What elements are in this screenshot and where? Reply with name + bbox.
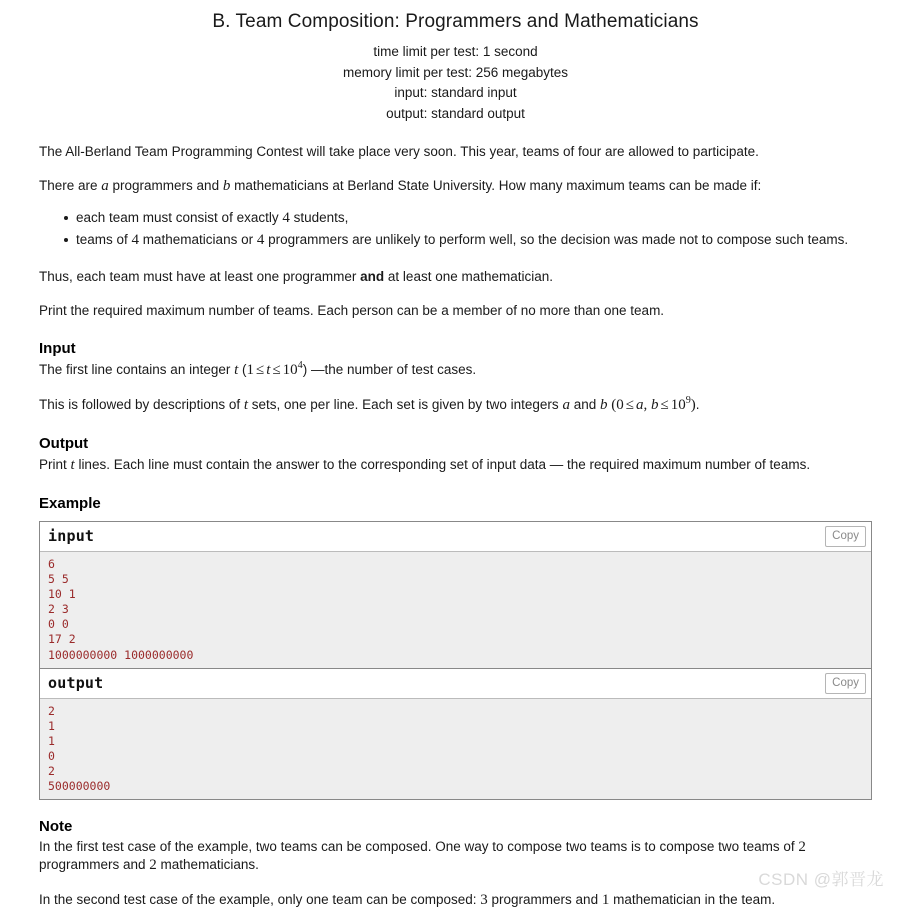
statement-p2-text-1: There are <box>39 178 102 193</box>
input-paragraph-1 <box>39 358 872 379</box>
watermark: CSDN @郭晋龙 <box>758 870 884 889</box>
note-paragraph-1 <box>39 835 872 874</box>
math-var-a: a <box>562 397 570 413</box>
bullet1-text-1: each team must consist of exactly <box>76 210 283 225</box>
math-var-t: t <box>243 397 249 413</box>
sample-input-box <box>39 521 872 668</box>
statement-p3-text-1: Thus, each team must have at least one programmer <box>39 269 361 284</box>
statement-paragraph-3 <box>39 251 872 285</box>
example-section-title: Example <box>39 495 101 512</box>
input-p1-text-2: ) —the number of test cases. <box>302 362 477 377</box>
formula-le: ≤ <box>272 362 281 378</box>
formula-base: 10 <box>670 397 686 413</box>
note-p1-text-3: mathematicians. <box>156 857 259 873</box>
statement-p3-text-2: at least one mathematician. <box>384 269 554 284</box>
sample-input-label: input <box>48 527 95 545</box>
time-limit: time limit per test: 1 second <box>373 44 538 59</box>
input-p2-text-1: This is followed by descriptions of <box>39 397 244 412</box>
formula-open-paren: ( <box>611 397 617 413</box>
math-num-three: 3 <box>480 892 488 909</box>
input-spec: input: standard input <box>394 85 517 100</box>
formula-n1: 1 <box>246 362 255 378</box>
statement-paragraph-1: The All-Berland Team Programming Contest will take place very soon. This year, teams of four are allowed to participate. <box>39 144 759 159</box>
math-formula-t-range <box>247 362 303 378</box>
math-num-four: 4 <box>256 232 265 248</box>
formula-exponent: 9 <box>685 395 691 406</box>
note-p2-text-2: programmers and <box>487 892 602 908</box>
output-spec: output: standard output <box>386 105 525 121</box>
bullet2-text-2: mathematicians or <box>139 232 257 247</box>
math-num-four: 4 <box>282 210 290 226</box>
formula-le: ≤ <box>625 397 634 413</box>
statement-paragraph-2 <box>39 160 872 195</box>
sample-output-header <box>40 669 871 699</box>
bullet2-text-3: programmers are unlikely to perform well, so the decision was made not to compose such teams. <box>264 232 849 247</box>
sample-output-box <box>39 668 872 801</box>
sample-input-data: 6 5 5 10 1 2 3 0 0 17 2 1000000000 1000000000 <box>40 552 871 668</box>
math-var-t: t <box>234 362 239 378</box>
input-p1-text-1: The first line contains an integer <box>39 362 235 377</box>
formula-var-a: a <box>635 397 644 413</box>
bullet2-text-1: teams of <box>76 232 132 247</box>
formula-exponent: 4 <box>297 360 303 371</box>
sample-input-header <box>40 522 871 552</box>
problem-content <box>0 124 911 909</box>
input-p2-text-4: . <box>695 397 700 412</box>
input-section-title: Input <box>39 340 76 357</box>
note-p1-text-2: programmers and <box>39 857 150 873</box>
statement-p2-text-2: programmers and <box>108 178 223 193</box>
input-p1-paren: ( <box>238 362 247 377</box>
math-formula-ab-range <box>611 397 696 413</box>
math-num-two: 2 <box>798 839 806 856</box>
sample-tests <box>39 512 872 800</box>
memory-limit: memory limit per test: 256 megabytes <box>342 64 569 80</box>
math-var-a: a <box>101 178 109 194</box>
output-section-title: Output <box>39 435 89 452</box>
formula-le: ≤ <box>660 397 669 413</box>
note-p1-text-1: In the first test case of the example, two teams can be composed. One way to compose two teams is to compose two teams of <box>39 839 799 855</box>
output-p1-text-2: lines. Each line must contain the answer to the corresponding set of input data — the required maximum number of teams. <box>74 457 811 472</box>
math-num-two: 2 <box>149 857 157 874</box>
copy-input-button[interactable]: Copy <box>825 526 866 547</box>
sample-output-data: 2 1 1 0 2 500000000 <box>40 699 871 800</box>
list-item <box>64 229 872 251</box>
math-num-four: 4 <box>131 232 140 248</box>
output-p1-text-1: Print <box>39 457 71 472</box>
formula-close-paren: ) <box>690 397 696 413</box>
statement-paragraph-4: Print the required maximum number of teams. Each person can be a member of no more than one team. <box>39 303 665 318</box>
input-p2-text-2: sets, one per line. Each set is given by two integers <box>248 397 563 412</box>
math-var-b: b <box>222 178 231 194</box>
formula-base: 10 <box>282 362 298 378</box>
bullet1-text-2: students, <box>289 210 349 225</box>
page-title: B. Team Composition: Programmers and Mathematicians <box>212 11 699 32</box>
problem-header <box>0 0 911 124</box>
note-p2-text-3: mathematician in the team. <box>609 892 776 908</box>
formula-comma: , <box>643 397 651 413</box>
input-paragraph-2 <box>39 379 872 414</box>
copy-output-button[interactable]: Copy <box>825 673 866 694</box>
formula-var-b: b <box>650 397 659 413</box>
formula-le: ≤ <box>256 362 265 378</box>
note-section <box>39 800 872 909</box>
emphasis-and: and <box>360 269 385 284</box>
input-p2-text-3: and <box>569 397 600 412</box>
formula-var-t: t <box>266 362 271 378</box>
note-section-title: Note <box>39 818 73 836</box>
sample-output-label: output <box>48 673 104 692</box>
list-item <box>64 207 872 229</box>
output-paragraph-1 <box>39 453 872 474</box>
note-p2-text-1: In the second test case of the example, only one team can be composed: <box>39 892 481 908</box>
statement-p2-text-3: mathematicians at Berland State University. How many maximum teams can be made if: <box>230 178 762 193</box>
requirements-list <box>39 195 872 251</box>
formula-n0: 0 <box>616 397 624 413</box>
math-num-one: 1 <box>601 892 610 909</box>
math-var-t: t <box>70 457 75 473</box>
math-var-b: b <box>599 397 608 413</box>
